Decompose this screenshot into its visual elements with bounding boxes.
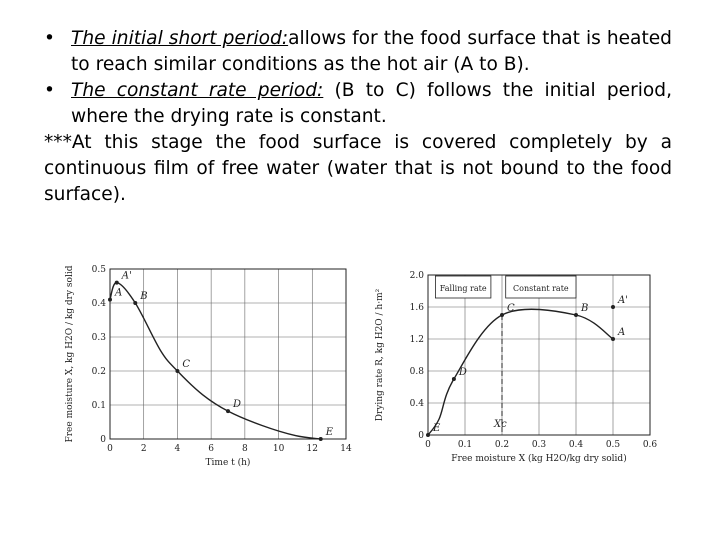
point-label: A'	[121, 270, 132, 282]
x-tick-label: 6	[208, 444, 215, 454]
y-tick-label: 0.5	[91, 265, 106, 275]
x-axis-label: Free moisture X (kg H2O/kg dry solid)	[451, 454, 627, 464]
point-label: B	[581, 303, 589, 314]
y-tick-label: 0	[100, 435, 106, 445]
data-point	[133, 301, 137, 305]
y-tick-label: 1.6	[409, 303, 424, 313]
data-curve	[110, 283, 321, 439]
y-tick-label: 1.2	[409, 335, 424, 345]
note-paragraph: ***At this stage the food surface is covered completely by a continuous film of free water (water that is not bound to the food surface).	[44, 132, 672, 205]
x-axis-label: Time t (h)	[205, 458, 251, 468]
term-initial-period: The initial short period:	[71, 28, 289, 49]
x-tick-label: 2	[140, 444, 147, 454]
x-tick-label: 0.5	[605, 440, 621, 450]
y-tick-label: 0.1	[91, 401, 106, 411]
point-label: B	[140, 291, 148, 302]
x-tick-label: 0	[425, 440, 431, 450]
y-tick-label: 0.4	[409, 399, 424, 409]
text-initial-period: allows for the food surface that is heated to reach similar conditions as the hot air (A to B).	[71, 28, 672, 75]
point-label: A'	[618, 295, 628, 306]
point-label: C	[507, 303, 515, 314]
point-label: A	[618, 327, 626, 338]
xc-label: Xc	[494, 419, 507, 430]
x-tick-label: 0.6	[642, 440, 658, 450]
text-constant-rate: (B to C) follows the initial period, where the drying rate is constant.	[71, 80, 672, 127]
data-point	[108, 298, 112, 302]
data-point	[452, 377, 456, 381]
y-tick-label: 0.3	[91, 333, 106, 343]
point-label: E	[433, 423, 441, 434]
point-label: D	[233, 399, 242, 411]
x-tick-label: 8	[241, 444, 248, 454]
y-axis-label: Free moisture X, kg H2O / kg dry solid	[65, 265, 75, 443]
data-point	[574, 313, 578, 317]
chart-drying-rate	[368, 265, 668, 475]
data-point	[175, 369, 179, 373]
falling-rate-label: Falling rate	[439, 284, 487, 293]
x-tick-label: 0.1	[457, 440, 473, 450]
x-tick-label: 14	[340, 444, 352, 454]
y-tick-label: 0	[418, 431, 424, 441]
x-tick-label: 0.3	[531, 440, 547, 450]
data-point	[115, 281, 119, 285]
bullet-dot: •	[44, 28, 55, 49]
data-point	[226, 409, 230, 413]
y-tick-label: 2.0	[409, 271, 424, 281]
y-tick-label: 0.8	[409, 367, 424, 377]
y-axis-label: Drying rate R, kg H2O / h·m²	[375, 288, 385, 422]
x-tick-label: 0.2	[494, 440, 510, 450]
x-tick-label: 0	[107, 444, 113, 454]
y-tick-label: 0.4	[91, 299, 106, 309]
y-tick-label: 0.2	[91, 367, 106, 377]
x-tick-label: 4	[174, 444, 181, 454]
data-point	[611, 337, 615, 341]
data-curve	[428, 309, 613, 435]
x-tick-label: 12	[306, 444, 319, 454]
point-label: C	[182, 359, 191, 370]
data-point	[426, 433, 430, 437]
bullet-constant-rate	[44, 78, 672, 130]
chart-moisture-vs-time	[58, 255, 358, 475]
point-label: D	[458, 367, 467, 378]
x-tick-label: 0.4	[568, 440, 584, 450]
bullet-dot: •	[44, 80, 55, 101]
bullet-initial-period	[44, 26, 672, 78]
data-point	[319, 437, 323, 441]
text-block	[44, 26, 672, 208]
point-label: E	[325, 427, 334, 438]
x-tick-label: 10	[272, 444, 285, 454]
point-label: A	[115, 287, 123, 299]
term-constant-rate: The constant rate period:	[71, 80, 324, 101]
data-point	[611, 305, 615, 309]
constant-rate-label: Constant rate	[513, 284, 569, 293]
